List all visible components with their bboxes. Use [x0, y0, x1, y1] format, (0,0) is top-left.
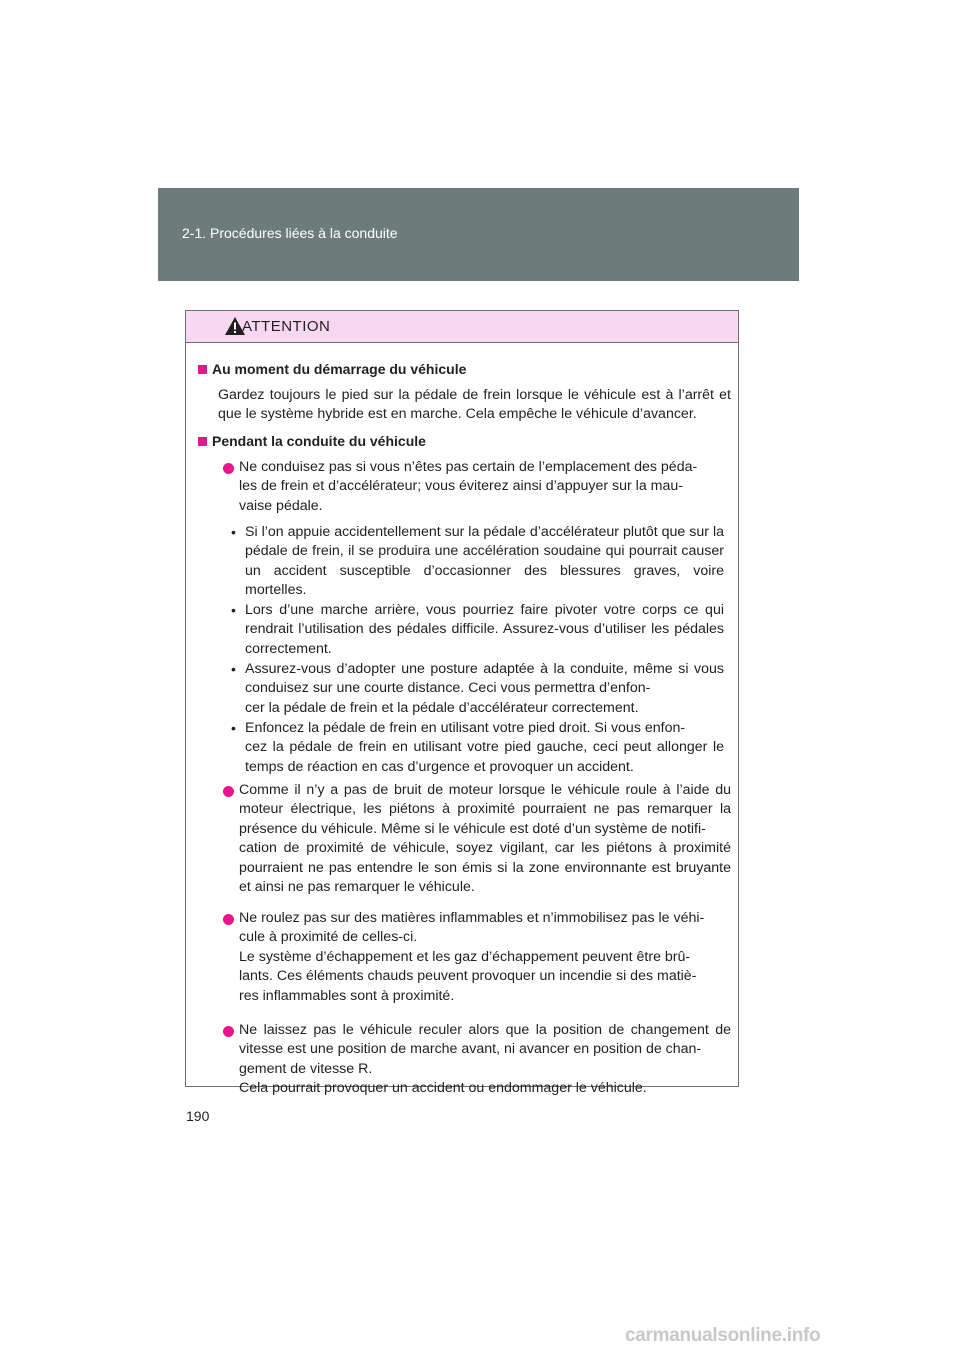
bullet-text-pedales: Ne conduisez pas si vous n’êtes pas certain de l’emplacement des péda- les de frein et d’accélérateur; vous éviterez ainsi d’appuyer sur la mau- vaise pédale.: [239, 459, 698, 514]
bullet-dot-icon: [223, 463, 234, 474]
bullet-dot-icon: [223, 786, 234, 797]
warning-header: [186, 311, 738, 343]
sub-bullet-dot: •: [231, 524, 236, 540]
sub-item-posture: Assurez-vous d’adopter une posture adaptée à la conduite, même si vous conduisez sur une courte distance. Ceci vous permettra d’enfon- cer la pédale de frein et la pédale d’accélérateur correctement.: [245, 661, 724, 716]
sub-item-acceleration: Si l’on appuie accidentellement sur la pédale d’accélérateur plutôt que sur la pédale de frein, il se produira une accélération soudaine qui pourrait causer un accident susceptible d’occasionner des blessures graves, voire mortelles.: [245, 524, 724, 599]
bullet-dot-icon: [223, 914, 234, 925]
bullet-text-reculer: Ne laissez pas le véhicule reculer alors que la position de changement de vitesse est une position de marche avant, ni avancer en position de chan- gement de vitesse R. Cela pourrait provoquer un accident ou endommager le véhicule.: [239, 1022, 731, 1097]
page-number: 190: [186, 1108, 210, 1124]
chapter-section-title: 2-1. Procédures liées à la conduite: [182, 225, 398, 241]
section-text-demarrage: Gardez toujours le pied sur la pédale de frein lorsque le véhicule est à l’arrêt et que le système hybride est en marche. Cela empêche le véhicule d’avancer.: [218, 387, 731, 423]
sub-bullet-dot: •: [231, 661, 236, 677]
sub-bullet-dot: •: [231, 720, 236, 736]
sub-item-marche-arriere: Lors d’une marche arrière, vous pourriez faire pivoter votre corps ce qui rendrait l’utilisation des pédales difficile. Assurez-vous d’utiliser les pédales correctement.: [245, 602, 724, 657]
sub-item-pied-droit: Enfoncez la pédale de frein en utilisant votre pied droit. Si vous enfon- cez la pédale de frein en utilisant votre pied gauche, ceci peut allonger le temps de réaction en cas d’urgence et provoquer un accident.: [245, 720, 724, 775]
chapter-header-band: [158, 188, 799, 281]
section-heading-text: Au moment du démarrage du véhicule: [212, 361, 467, 377]
warning-title: ATTENTION: [242, 318, 331, 335]
bullet-text-inflammables: Ne roulez pas sur des matières inflammables et n’immobilisez pas le véhi- cule à proximité de celles-ci. Le système d’échappement et les gaz d’échappement peuvent être brû- lants. Ces éléments chauds peuvent provoquer un incendie si des matiè- res inflammables sont à proximité.: [239, 910, 705, 1004]
section-heading-demarrage: [198, 360, 466, 379]
section-heading-text: Pendant la conduite du véhicule: [212, 433, 426, 449]
warning-box: [185, 310, 739, 1097]
bullet-text-bruit-moteur: Comme il n’y a pas de bruit de moteur lorsque le véhicule roule à l’aide du moteur électrique, les piétons à proximité pourraient ne pas remarquer la présence du véhicule. Même si le véhicule est doté d’un système de notifi- cation de proximité de véhicule, soyez vigilant, car les piétons à proximité pourraient ne pas entendre le son émis si la zone environnante est bruyante et ainsi ne pas remarquer le véhicule.: [239, 782, 731, 896]
sub-bullet-dot: •: [231, 602, 236, 618]
square-bullet-icon: [198, 365, 207, 374]
watermark-logo: carmanualsonline.info: [625, 1325, 821, 1346]
square-bullet-icon: [198, 437, 207, 446]
section-heading-conduite: [198, 432, 426, 451]
bullet-dot-icon: [223, 1026, 234, 1037]
